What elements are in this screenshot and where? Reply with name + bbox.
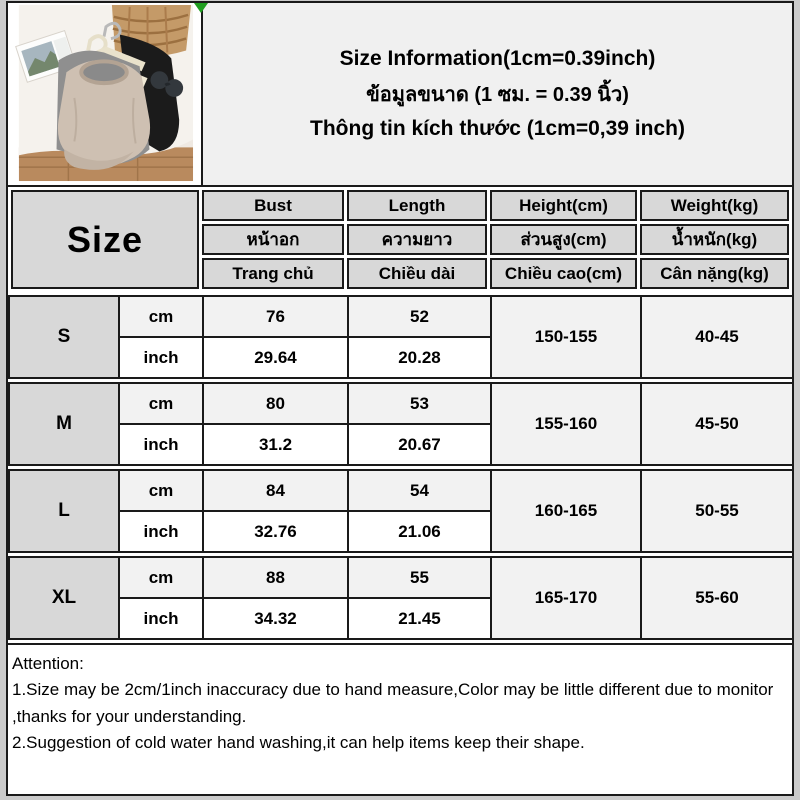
weight-range-m: 45-50 (641, 383, 793, 465)
length-header-en: Length (347, 190, 487, 221)
top-section (8, 3, 792, 187)
length-cm-value-m: 53 (348, 383, 491, 424)
product-photo (8, 3, 203, 185)
unit-cm-label: cm (119, 470, 203, 511)
title-line-thai: ข้อมูลขนาด (1 ซม. = 0.39 นิ้ว) (366, 84, 629, 106)
weight-header-vi: Cân nặng(kg) (640, 258, 789, 289)
weight-range-s: 40-45 (641, 296, 793, 378)
length-cm-value-xl: 55 (348, 557, 491, 598)
size-table-header (8, 187, 792, 292)
bust-header-vi: Trang chủ (202, 258, 344, 289)
unit-cm-label: cm (119, 557, 203, 598)
size-row-group-m (8, 382, 794, 466)
bust-inch-value-l: 32.76 (203, 511, 348, 552)
length-header-vi: Chiều dài (347, 258, 487, 289)
length-cm-value-s: 52 (348, 296, 491, 337)
unit-inch-label: inch (119, 337, 203, 378)
size-label-m: M (9, 383, 119, 465)
attention-note-1: 1.Size may be 2cm/1inch inaccuracy due to hand measure,Color may be little different due to monitor ,thanks for your understanding. (12, 680, 774, 726)
bust-cm-value-xl: 88 (203, 557, 348, 598)
row-l-cm (9, 470, 793, 511)
bust-cm-value-m: 80 (203, 383, 348, 424)
bust-header-en: Bust (202, 190, 344, 221)
height-header-vi: Chiều cao(cm) (490, 258, 637, 289)
weight-header-th: น้ำหนัก(kg) (640, 224, 789, 255)
row-m-cm (9, 383, 793, 424)
size-label-s: S (9, 296, 119, 378)
length-inch-value-xl: 21.45 (348, 598, 491, 639)
size-label-xl: XL (9, 557, 119, 639)
title-line-vietnamese: Thông tin kích thước (1cm=0,39 inch) (310, 117, 685, 140)
size-chart-frame (6, 1, 794, 796)
bust-cm-value-s: 76 (203, 296, 348, 337)
bust-inch-value-xl: 34.32 (203, 598, 348, 639)
title-line-english: Size Information(1cm=0.39inch) (339, 47, 656, 70)
size-row-group-xl (8, 556, 794, 640)
height-header-en: Height(cm) (490, 190, 637, 221)
height-range-m: 155-160 (491, 383, 641, 465)
size-header-cell: Size (11, 190, 199, 289)
height-header-th: ส่วนสูง(cm) (490, 224, 637, 255)
length-inch-value-l: 21.06 (348, 511, 491, 552)
size-row-group-s (8, 295, 794, 379)
weight-range-xl: 55-60 (641, 557, 793, 639)
length-cm-value-l: 54 (348, 470, 491, 511)
unit-inch-label: inch (119, 598, 203, 639)
unit-inch-label: inch (119, 424, 203, 465)
product-photo-illustration (8, 3, 201, 183)
weight-range-l: 50-55 (641, 470, 793, 552)
length-header-th: ความยาว (347, 224, 487, 255)
bust-cm-value-l: 84 (203, 470, 348, 511)
title-block (203, 3, 792, 185)
attention-section (8, 643, 792, 792)
size-row-group-l (8, 469, 794, 553)
unit-cm-label: cm (119, 383, 203, 424)
green-corner-marker-icon (194, 3, 208, 13)
header-row-english (11, 190, 789, 221)
row-xl-cm (9, 557, 793, 598)
length-inch-value-s: 20.28 (348, 337, 491, 378)
size-label-l: L (9, 470, 119, 552)
length-inch-value-m: 20.67 (348, 424, 491, 465)
attention-note-2: 2.Suggestion of cold water hand washing,it can help items keep their shape. (12, 733, 585, 753)
bust-inch-value-s: 29.64 (203, 337, 348, 378)
unit-inch-label: inch (119, 511, 203, 552)
beige-tank-top-graphic (58, 60, 150, 170)
height-range-s: 150-155 (491, 296, 641, 378)
height-range-l: 160-165 (491, 470, 641, 552)
bust-header-th: หน้าอก (202, 224, 344, 255)
height-range-xl: 165-170 (491, 557, 641, 639)
unit-cm-label: cm (119, 296, 203, 337)
bust-inch-value-m: 31.2 (203, 424, 348, 465)
weight-header-en: Weight(kg) (640, 190, 789, 221)
attention-heading: Attention: (12, 654, 84, 673)
row-s-cm (9, 296, 793, 337)
